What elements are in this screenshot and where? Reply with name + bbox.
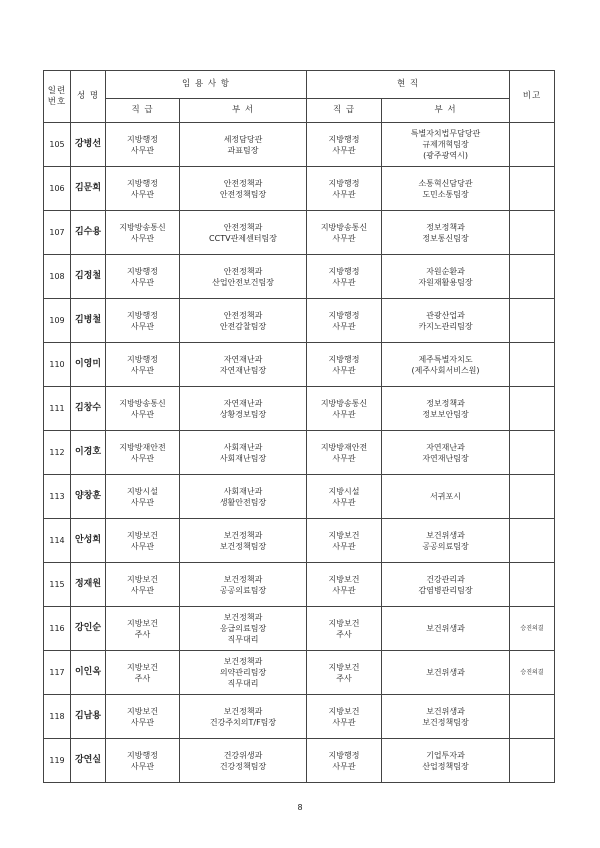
current-dept-line: 정보보안팀장 — [422, 409, 469, 419]
current-rank-line: 사무관 — [332, 233, 356, 243]
current-dept-line: 감염병관리팀장 — [418, 585, 473, 595]
appointment-rank-line: 지방행정 — [127, 134, 158, 144]
appointment-dept-line: 건강위생과 — [223, 750, 263, 760]
current-dept-line: 정보정책과 — [426, 398, 465, 408]
remarks-cell — [510, 255, 555, 299]
remarks-cell — [510, 475, 555, 519]
table-row — [44, 475, 555, 519]
appointment-rank-line: 지방방송통신 — [119, 398, 166, 408]
current-rank-line: 지방보건 — [328, 530, 360, 540]
appointment-rank-line: 사무관 — [130, 717, 155, 727]
current-rank-line: 지방방재안전 — [320, 442, 368, 452]
appointment-dept — [180, 607, 307, 651]
row-number: 110 — [44, 343, 71, 387]
current-dept-line: 자원재활용팀장 — [418, 277, 473, 287]
appointment-dept-line: 안전정책과 — [223, 266, 263, 276]
row-number: 108 — [44, 255, 71, 299]
person-name: 김병철 — [71, 299, 106, 343]
appointment-dept — [180, 299, 307, 343]
person-name: 이경호 — [71, 431, 106, 475]
appointment-rank-line: 사무관 — [130, 497, 155, 507]
appointment-rank-line: 사무관 — [130, 145, 155, 155]
current-dept-line: 보건위생과 — [426, 706, 465, 716]
appointment-dept-line: 직무대리 — [227, 635, 259, 644]
appointment-dept — [180, 255, 307, 299]
appointment-dept-line: 자연재난팀장 — [219, 365, 267, 375]
header-current-dept: 부 서 — [382, 99, 510, 123]
current-rank-line: 사무관 — [332, 409, 356, 419]
current-rank-line: 지방방송통신 — [320, 222, 368, 232]
appointment-dept — [180, 563, 307, 607]
appointment-dept-line: 공공의료팀장 — [219, 585, 267, 595]
person-name: 김창수 — [71, 387, 106, 431]
appointment-dept — [180, 387, 307, 431]
remarks-cell — [510, 695, 555, 739]
current-rank-line: 사무관 — [332, 497, 356, 507]
appointment-dept — [180, 475, 307, 519]
row-number: 115 — [44, 563, 71, 607]
appointment-rank — [106, 563, 180, 607]
current-rank — [307, 739, 382, 783]
appointment-rank-line: 사무관 — [130, 277, 155, 287]
current-dept — [382, 431, 510, 475]
appointment-dept-line: 안전정책과 — [223, 310, 263, 320]
appointment-rank — [106, 651, 180, 695]
appointment-dept-line: 건강정책팀장 — [219, 761, 267, 771]
current-dept-line: (제주사회서비스원) — [411, 365, 480, 375]
current-dept — [382, 299, 510, 343]
table-row — [44, 651, 555, 695]
table-row — [44, 255, 555, 299]
appointment-rank-line: 지방방재안전 — [119, 442, 166, 452]
row-number: 112 — [44, 431, 71, 475]
appointment-dept — [180, 211, 307, 255]
current-rank — [307, 431, 382, 475]
person-name: 이인옥 — [71, 651, 106, 695]
appointment-dept — [180, 343, 307, 387]
row-number: 113 — [44, 475, 71, 519]
appointment-rank — [106, 299, 180, 343]
current-dept-line: 카지노관리팀장 — [418, 321, 473, 331]
current-dept-line: (광주광역시) — [423, 151, 468, 160]
appointment-rank-line: 사무관 — [130, 409, 155, 419]
appointment-dept-line: 사회재난과 — [223, 486, 263, 496]
current-dept-line: 보건위생과 — [426, 624, 465, 633]
current-rank — [307, 695, 382, 739]
current-rank — [307, 343, 382, 387]
table-row — [44, 299, 555, 343]
current-dept-line: 소통혁신담당관 — [418, 178, 473, 188]
row-number: 114 — [44, 519, 71, 563]
current-rank-line: 지방보건 — [328, 706, 360, 716]
appointment-dept-line: 안전정책과 — [223, 222, 263, 232]
header-serial: 일련 번호 — [44, 71, 71, 123]
current-dept-line: 공공의료팀장 — [422, 541, 469, 551]
person-name: 정재원 — [71, 563, 106, 607]
current-rank-line: 지방행정 — [328, 750, 360, 760]
appointment-rank-line: 지방행정 — [127, 266, 158, 276]
row-number: 118 — [44, 695, 71, 739]
appointment-rank — [106, 431, 180, 475]
appointment-rank — [106, 211, 180, 255]
appointment-dept-line: 보건정책과 — [223, 613, 263, 622]
personnel-table — [43, 70, 555, 783]
appointment-dept-line: 건강주치의T/F팀장 — [209, 717, 277, 727]
appointment-dept-line: CCTV관제센터팀장 — [209, 233, 277, 243]
current-dept-line: 자연재난과 — [426, 442, 465, 452]
header-current-rank: 직 급 — [307, 99, 382, 123]
current-dept-line: 건강관리과 — [426, 574, 465, 584]
header-appointment: 임 용 사 항 — [106, 71, 307, 99]
current-dept — [382, 387, 510, 431]
current-rank — [307, 167, 382, 211]
table-body — [44, 123, 555, 783]
current-rank-line: 사무관 — [332, 453, 356, 463]
table-row — [44, 695, 555, 739]
appointment-rank — [106, 607, 180, 651]
current-rank-line: 사무관 — [332, 145, 356, 155]
appointment-rank — [106, 695, 180, 739]
current-dept — [382, 475, 510, 519]
appointment-rank-line: 사무관 — [130, 189, 155, 199]
table-row — [44, 123, 555, 167]
page-number: 8 — [297, 803, 303, 812]
person-name: 김정철 — [71, 255, 106, 299]
table-row — [44, 519, 555, 563]
appointment-rank-line: 사무관 — [130, 365, 155, 375]
current-dept-line: 자연재난팀장 — [422, 453, 469, 463]
appointment-rank-line: 사무관 — [130, 453, 155, 463]
remarks-cell: 승진의결 — [510, 651, 555, 695]
current-rank — [307, 519, 382, 563]
appointment-rank-line: 사무관 — [130, 585, 155, 595]
appointment-rank-line: 지방행정 — [127, 750, 158, 760]
appointment-rank-line: 지방행정 — [127, 178, 158, 188]
appointment-rank — [106, 739, 180, 783]
current-rank-line: 지방행정 — [328, 310, 360, 320]
current-rank-line: 사무관 — [332, 189, 356, 199]
table-row — [44, 387, 555, 431]
current-rank — [307, 299, 382, 343]
current-rank-line: 주사 — [336, 673, 352, 683]
appointment-rank — [106, 343, 180, 387]
appointment-dept-line: 의약관리팀장 — [219, 668, 267, 677]
person-name: 강연실 — [71, 739, 106, 783]
appointment-rank-line: 지방시설 — [127, 486, 158, 496]
appointment-rank-line: 지방보건 — [127, 662, 158, 672]
appointment-dept-line: 산업안전보건팀장 — [212, 277, 274, 287]
appointment-rank-line: 주사 — [134, 673, 151, 683]
appointment-rank-line: 사무관 — [130, 321, 155, 331]
appointment-dept-line: 보건정책과 — [223, 574, 263, 584]
remarks-cell — [510, 563, 555, 607]
row-number: 105 — [44, 123, 71, 167]
appointment-dept-line: 사회재난팀장 — [219, 453, 267, 463]
appointment-rank-line: 사무관 — [130, 541, 155, 551]
current-rank-line: 지방보건 — [328, 662, 360, 672]
current-rank-line: 지방보건 — [328, 618, 360, 628]
current-dept-line: 보건정책팀장 — [422, 717, 469, 727]
remarks-cell — [510, 519, 555, 563]
row-number: 117 — [44, 651, 71, 695]
appointment-dept — [180, 695, 307, 739]
appointment-dept-line: 세정담당관 — [223, 134, 263, 144]
appointment-rank — [106, 255, 180, 299]
appointment-rank-line: 지방보건 — [127, 530, 158, 540]
appointment-dept — [180, 123, 307, 167]
table-row — [44, 739, 555, 783]
appointment-dept-line: 보건정책과 — [223, 657, 263, 666]
appointment-rank-line: 지방보건 — [127, 574, 158, 584]
person-name: 양창훈 — [71, 475, 106, 519]
row-number: 107 — [44, 211, 71, 255]
appointment-dept-line: 보건정책과 — [223, 530, 263, 540]
header-current: 현 직 — [307, 71, 510, 99]
remarks-cell — [510, 167, 555, 211]
current-rank-line: 사무관 — [332, 321, 356, 331]
appointment-rank-line: 지방방송통신 — [119, 222, 166, 232]
appointment-dept-line: 응급의료팀장 — [219, 624, 267, 633]
appointment-dept-line: 보건정책팀장 — [219, 541, 267, 551]
appointment-rank — [106, 475, 180, 519]
current-dept-line: 보건위생과 — [426, 530, 465, 540]
header-name: 성 명 — [71, 71, 106, 123]
current-rank — [307, 475, 382, 519]
current-dept-line: 규제개혁팀장 — [422, 140, 469, 149]
current-dept — [382, 695, 510, 739]
remarks-cell — [510, 211, 555, 255]
current-dept-line: 정보통신팀장 — [422, 233, 469, 243]
header-appointment-rank: 직 급 — [106, 99, 180, 123]
header-remarks: 비고 — [510, 71, 555, 123]
current-dept — [382, 607, 510, 651]
current-dept-line: 보건위생과 — [426, 668, 465, 677]
current-dept — [382, 123, 510, 167]
current-rank-line: 사무관 — [332, 277, 356, 287]
row-number: 106 — [44, 167, 71, 211]
person-name: 강인순 — [71, 607, 106, 651]
current-dept — [382, 255, 510, 299]
appointment-dept-line: 자연재난과 — [223, 354, 263, 364]
current-rank-line: 지방행정 — [328, 354, 360, 364]
current-rank — [307, 387, 382, 431]
table-row — [44, 343, 555, 387]
current-rank-line: 지방방송통신 — [320, 398, 368, 408]
current-dept-line: 도민소통팀장 — [422, 189, 469, 199]
remarks-cell — [510, 123, 555, 167]
appointment-rank-line: 주사 — [134, 629, 151, 639]
appointment-rank — [106, 519, 180, 563]
current-rank — [307, 123, 382, 167]
row-number: 119 — [44, 739, 71, 783]
current-dept — [382, 519, 510, 563]
current-rank-line: 사무관 — [332, 761, 356, 771]
current-dept — [382, 343, 510, 387]
appointment-rank-line: 지방행정 — [127, 310, 158, 320]
appointment-rank — [106, 123, 180, 167]
appointment-dept-line: 안전정책팀장 — [219, 189, 267, 199]
person-name: 안성희 — [71, 519, 106, 563]
current-rank — [307, 607, 382, 651]
current-rank-line: 지방보건 — [328, 574, 360, 584]
appointment-dept-line: 과표팀장 — [227, 145, 259, 155]
appointment-dept — [180, 431, 307, 475]
appointment-dept — [180, 519, 307, 563]
table-row — [44, 211, 555, 255]
person-name: 이영미 — [71, 343, 106, 387]
appointment-dept — [180, 167, 307, 211]
current-dept-line: 관광산업과 — [426, 310, 465, 320]
person-name: 김수용 — [71, 211, 106, 255]
current-rank-line: 주사 — [336, 629, 352, 639]
appointment-dept-line: 보건정책과 — [223, 706, 263, 716]
current-dept — [382, 563, 510, 607]
person-name: 김문희 — [71, 167, 106, 211]
table-row — [44, 431, 555, 475]
current-rank-line: 사무관 — [332, 717, 356, 727]
appointment-rank-line: 지방행정 — [127, 354, 158, 364]
current-rank — [307, 563, 382, 607]
current-rank — [307, 211, 382, 255]
current-rank — [307, 255, 382, 299]
current-rank — [307, 651, 382, 695]
appointment-dept-line: 상황경보팀장 — [219, 409, 267, 419]
remarks-cell — [510, 739, 555, 783]
appointment-dept-line: 직무대리 — [227, 679, 259, 688]
table-row — [44, 607, 555, 651]
person-name: 김남용 — [71, 695, 106, 739]
table-row — [44, 167, 555, 211]
appointment-dept-line: 사회재난과 — [223, 442, 263, 452]
current-dept-line: 정보정책과 — [426, 222, 465, 232]
appointment-rank-line: 사무관 — [130, 761, 155, 771]
row-number: 116 — [44, 607, 71, 651]
current-dept-line: 산업정책팀장 — [422, 761, 469, 771]
current-rank-line: 지방행정 — [328, 134, 360, 144]
current-dept-line: 제주특별자치도 — [418, 354, 473, 364]
appointment-rank — [106, 387, 180, 431]
header-appointment-dept: 부 서 — [180, 99, 307, 123]
current-dept-line: 자원순환과 — [426, 266, 465, 276]
appointment-rank-line: 사무관 — [130, 233, 155, 243]
row-number: 109 — [44, 299, 71, 343]
person-name: 강병선 — [71, 123, 106, 167]
current-rank-line: 사무관 — [332, 365, 356, 375]
current-rank-line: 지방시설 — [328, 486, 360, 496]
current-rank-line: 사무관 — [332, 541, 356, 551]
row-number: 111 — [44, 387, 71, 431]
remarks-cell — [510, 343, 555, 387]
remarks-cell — [510, 431, 555, 475]
appointment-dept-line: 안전감찰팀장 — [219, 321, 267, 331]
current-dept-line: 특별자치법무담당관 — [410, 129, 481, 138]
current-dept — [382, 739, 510, 783]
current-dept-line: 기업투자과 — [426, 750, 465, 760]
appointment-dept-line: 생활안전팀장 — [219, 497, 267, 507]
appointment-dept — [180, 739, 307, 783]
current-dept — [382, 211, 510, 255]
current-dept — [382, 167, 510, 211]
appointment-dept-line: 안전정책과 — [223, 178, 263, 188]
appointment-rank-line: 지방보건 — [127, 706, 158, 716]
table-row — [44, 563, 555, 607]
remarks-cell — [510, 387, 555, 431]
current-rank-line: 지방행정 — [328, 266, 360, 276]
appointment-rank — [106, 167, 180, 211]
appointment-rank-line: 지방보건 — [127, 618, 158, 628]
remarks-cell — [510, 299, 555, 343]
remarks-cell: 승진의결 — [510, 607, 555, 651]
appointment-dept-line: 자연재난과 — [223, 398, 263, 408]
current-rank-line: 지방행정 — [328, 178, 360, 188]
appointment-dept — [180, 651, 307, 695]
current-dept-line: 서귀포시 — [430, 492, 461, 501]
current-dept — [382, 651, 510, 695]
current-rank-line: 사무관 — [332, 585, 356, 595]
